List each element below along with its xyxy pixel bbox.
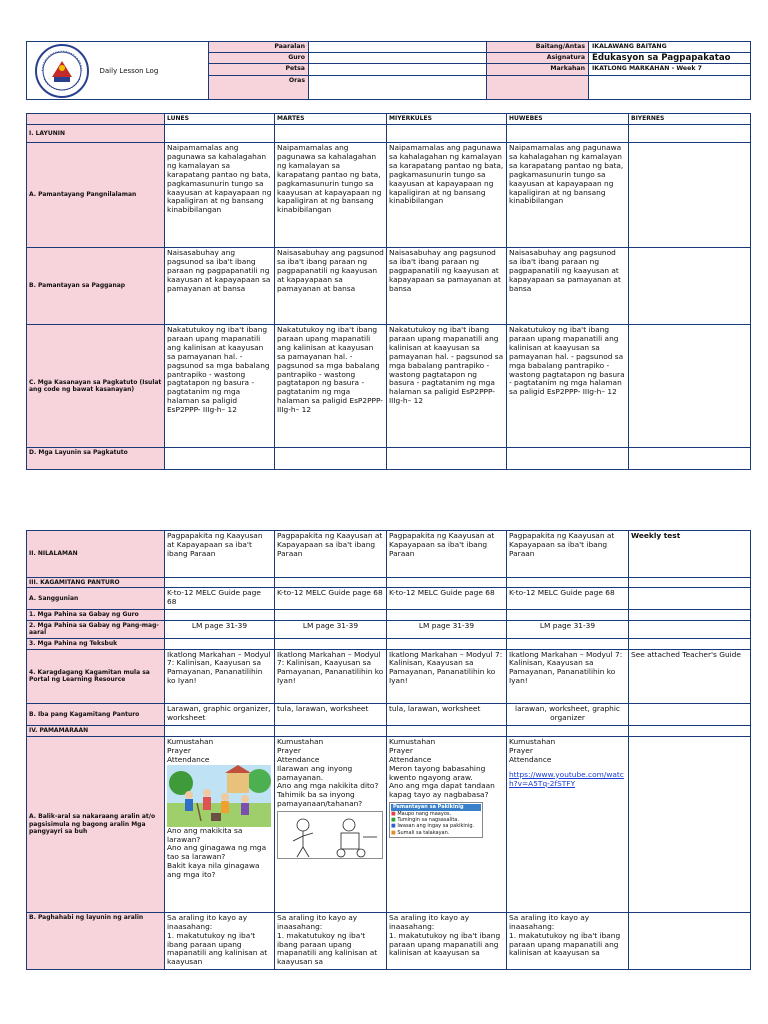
listening-rules-poster xyxy=(389,802,483,838)
table-cell: Nakatutukoy ng iba't ibang paraan upang mapanatili ang kalinisan at kaayusan sa pamayanan hal. - pagsunod sa mga babalang pantrapiko - wastong pagtatapon ng basura - pagtatanim ng mga halaman sa paligid EsP2PPP- IIIg-h– 12 xyxy=(507,325,629,448)
field-label: Petsa xyxy=(209,64,309,75)
table-cell: Sa araling ito kayo ay inaasahang: 1. makatutukoy ng iba't ibang paraan upang mapanatili ang kalinisan at kaayusan sa xyxy=(275,912,387,969)
day-header-huwebes: HUWEBES xyxy=(507,114,629,125)
table-cell xyxy=(387,577,507,588)
table-cell xyxy=(507,577,629,588)
row-label-layunin: I. LAYUNIN xyxy=(27,125,165,143)
field-label: Baitang/Antas xyxy=(487,42,589,53)
day-header-martes: MARTES xyxy=(275,114,387,125)
table-cell xyxy=(275,639,387,650)
community-cleanup-illustration xyxy=(167,765,271,827)
table-cell xyxy=(629,248,751,325)
row-label-pamamaraan: IV. PAMAMARAAN xyxy=(27,726,165,737)
row-label-pamantayang-pangnilalaman: A. Pamantayang Pangnilalaman xyxy=(27,143,165,248)
table-cell xyxy=(387,610,507,621)
procedures-table xyxy=(26,530,751,970)
table-cell xyxy=(165,577,275,588)
table-cell-balik-aral-martes xyxy=(275,736,387,912)
empty-label xyxy=(487,75,589,99)
table-cell: Ikatlong Markahan – Modyul 7: Kalinisan, Kaayusan sa Pamayanan, Pananatilihin ko Iyan! xyxy=(387,649,507,704)
table-cell: Naipamamalas ang pagunawa sa kahalagahan ng kamalayan sa karapatang pantao ng bata, pagkamasunurin tungo sa kaayusan at kapayapaan ng kapaligiran at ng bansang kinabibilangan xyxy=(275,143,387,248)
table-cell: larawan, worksheet, graphic organizer xyxy=(507,704,629,726)
row-label-teksbuk: 3. Mga Pahina ng Teksbuk xyxy=(27,639,165,650)
day-header-miyerkules: MIYERKULES xyxy=(387,114,507,125)
field-label: Oras xyxy=(209,75,309,99)
table-cell: Naisasabuhay ang pagsunod sa iba't ibang paraan ng pagpapanatili ng kaayusan at kapayapaan sa pamayanan at bansa xyxy=(507,248,629,325)
row-label-kasanayan-sa-pagkatuto: C. Mga Kasanayan sa Pagkatuto (Isulat ang code ng bawat kasanayan) xyxy=(27,325,165,448)
table-cell xyxy=(507,639,629,650)
table-cell: Naisasabuhay ang pagsunod sa iba't ibang paraan ng pagpapanatili ng kaayusan at kapayapaan sa pamayanan at bansa xyxy=(165,248,275,325)
table-cell: Ikatlong Markahan – Modyul 7: Kalinisan, Kaayusan sa Pamayanan, Pananatilihin ko Iyan! xyxy=(165,649,275,704)
row-label-learning-resource: 4. Karagdagang Kagamitan mula sa Portal ng Learning Resource xyxy=(27,649,165,704)
table-cell: Naipamamalas ang pagunawa sa kahalagahan ng kamalayan sa karapatang pantao ng bata, pagkamasunurin tungo sa kaayusan at kapayapaan ng kapaligiran at ng bansang kinabibilangan xyxy=(165,143,275,248)
poster-title: Pamantayan sa Pakikinig xyxy=(391,804,481,810)
field-label: Asignatura xyxy=(487,53,589,64)
row-label-pamantayan-sa-pagganap: B. Pamantayan sa Pagganap xyxy=(27,248,165,325)
table-cell: Ikatlong Markahan – Modyul 7: Kalinisan, Kaayusan sa Pamayanan, Pananatilihin ko Iyan! xyxy=(275,649,387,704)
table-cell: LM page 31-39 xyxy=(275,620,387,638)
table-cell: K-to-12 MELC Guide page 68 xyxy=(165,588,275,610)
row-label-layunin-sa-pagkatuto: D. Mga Layunin sa Pagkatuto xyxy=(27,448,165,470)
deped-seal-cell xyxy=(27,42,97,100)
table-cell xyxy=(387,639,507,650)
table-cell xyxy=(629,610,751,621)
row-label-iba-pang-kagamitan: B. Iba pang Kagamitang Panturo xyxy=(27,704,165,726)
deped-seal-icon xyxy=(30,43,94,99)
table-cell: K-to-12 MELC Guide page 68 xyxy=(387,588,507,610)
header-table xyxy=(26,41,751,100)
poster-item: ■ Maupo nang maayos. xyxy=(391,810,452,817)
table-cell xyxy=(629,588,751,610)
objectives-table xyxy=(26,113,751,470)
table-cell xyxy=(275,726,387,737)
table-cell xyxy=(165,125,275,143)
poster-item: ■ Iwasan ang ingay sa pakikinig. xyxy=(391,823,475,830)
row-label-gabay-ng-mag-aaral: 2. Mga Pahina sa Gabay ng Pang-mag-aaral xyxy=(27,620,165,638)
table-cell-balik-aral-huwebes xyxy=(507,736,629,912)
table-cell xyxy=(629,448,751,470)
cell-text: Kumustahan Prayer Attendance xyxy=(167,736,214,764)
table-cell: Pagpapakita ng Kaayusan at Kapayapaan sa iba't ibang Paraan xyxy=(387,531,507,578)
table-cell xyxy=(275,610,387,621)
table-cell: LM page 31-39 xyxy=(387,620,507,638)
table-cell: Nakatutukoy ng iba't ibang paraan upang mapanatili ang kalinisan at kaayusan sa pamayanan hal. - pagsunod sa mga babalang pantrapiko - wastong pagtatapon ng basura - pagtatanim ng mga halaman sa paligid EsP2PPP- IIIg-h– 12 xyxy=(275,325,387,448)
table-cell: Naisasabuhay ang pagsunod sa iba't ibang paraan ng pagpapanatili ng kaayusan at kapayapaan sa pamayanan at bansa xyxy=(387,248,507,325)
table-cell xyxy=(387,726,507,737)
table-cell-balik-aral-lunes xyxy=(165,736,275,912)
bullet-icon: ■ xyxy=(391,810,398,817)
table-cell xyxy=(507,448,629,470)
table-cell xyxy=(165,610,275,621)
table-cell xyxy=(629,736,751,912)
table-cell xyxy=(629,143,751,248)
row-label-gabay-ng-guro: 1. Mga Pahina sa Gabay ng Guro xyxy=(27,610,165,621)
corner-cell xyxy=(27,114,165,125)
table-cell: Pagpapakita ng Kaayusan at Kapayapaan sa iba't ibang Paraan xyxy=(275,531,387,578)
row-label-nilalaman: II. NILALAMAN xyxy=(27,531,165,578)
field-label: Paaralan xyxy=(209,42,309,53)
table-cell: Naipamamalas ang pagunawa sa kahalagahan ng kamalayan sa karapatang pantao ng bata, pagkamasunurin tungo sa kaayusan at kapayapaan ng kapaligiran at ng bansang kinabibilangan xyxy=(507,143,629,248)
table-cell xyxy=(387,125,507,143)
table-cell xyxy=(629,704,751,726)
table-cell xyxy=(387,448,507,470)
table-cell xyxy=(507,726,629,737)
sketch-illustration xyxy=(277,811,383,859)
cell-text: Kumustahan Prayer Attendance Meron tayong babasahing kwento ngayong araw. Ano ang mga dapat tandaan kapag tayo ay nagbabasa? xyxy=(389,736,495,800)
field-label: Markahan xyxy=(487,64,589,75)
cell-text: Ano ang makikita sa larawan? Ano ang ginagawa ng mga tao sa larawan? Bakit kaya nila ginagawa ang mga ito? xyxy=(167,825,267,880)
bullet-icon: ■ xyxy=(391,829,398,836)
teacher-field[interactable] xyxy=(309,53,487,64)
table-cell: tula, larawan, worksheet xyxy=(387,704,507,726)
table-cell: Pagpapakita ng Kaayusan at Kapayapaan sa iba't ibang Paraan xyxy=(165,531,275,578)
table-cell: tula, larawan, worksheet xyxy=(275,704,387,726)
poster-item: ■ Sumali sa talakayan. xyxy=(391,829,450,836)
page-title: Daily Lesson Log xyxy=(97,42,209,100)
row-label-sanggunian: A. Sanggunian xyxy=(27,588,165,610)
table-cell xyxy=(275,125,387,143)
table-cell: Nakatutukoy ng iba't ibang paraan upang mapanatili ang kalinisan at kaayusan sa pamayanan hal. - pagsunod sa mga babalang pantrapiko - wastong pagtatapon ng basura - pagtatanim ng mga halaman sa paligid EsP2PPP- IIIg-h– 12 xyxy=(387,325,507,448)
table-cell xyxy=(629,325,751,448)
table-cell xyxy=(165,448,275,470)
youtube-video-link[interactable]: https://www.youtube.com/watch?v=A5Tq-2fSTFY xyxy=(509,769,624,788)
bullet-icon: ■ xyxy=(391,823,398,830)
cell-text: Kumustahan Prayer Attendance Ilarawan ang inyong pamayanan. Ano ang mga nakikita dito? Tahimik ba sa inyong pamayanaan/tahanan? xyxy=(277,736,379,809)
day-header-lunes: LUNES xyxy=(165,114,275,125)
bullet-icon: ■ xyxy=(391,817,398,824)
table-cell: K-to-12 MELC Guide page 68 xyxy=(507,588,629,610)
table-cell xyxy=(165,726,275,737)
table-cell: Naisasabuhay ang pagsunod sa iba't ibang paraan ng pagpapanatili ng kaayusan at kapayapaan sa pamayanan at bansa xyxy=(275,248,387,325)
table-cell: Weekly test xyxy=(629,531,751,578)
day-header-biyernes: BIYERNES xyxy=(629,114,751,125)
quarter-value: IKATLONG MARKAHAN - Week 7 xyxy=(589,64,751,75)
field-label: Guro xyxy=(209,53,309,64)
table-cell xyxy=(275,577,387,588)
row-label-paghahabi: B. Paghahabi ng layunin ng aralin xyxy=(27,912,165,969)
table-cell xyxy=(275,448,387,470)
table-cell: Naipamamalas ang pagunawa sa kahalagahan ng kamalayan sa karapatang pantao ng bata, pagkamasunurin tungo sa kaayusan at kapayapaan ng kapaligiran at ng bansang kinabibilangan xyxy=(387,143,507,248)
table-cell: Nakatutukoy ng iba't ibang paraan upang mapanatili ang kalinisan at kaayusan sa pamayanan hal. - pagsunod sa mga babalang pantrapiko - wastong pagtatapon ng basura - pagtatanim ng mga halaman sa paligid EsP2PPP- IIIg-h– 12 xyxy=(165,325,275,448)
poster-item: ■ Tumingin sa nagsasalita. xyxy=(391,817,459,824)
table-cell xyxy=(507,125,629,143)
table-cell xyxy=(629,726,751,737)
table-cell: Sa araling ito kayo ay inaasahang: 1. makatutukoy ng iba't ibang paraan upang mapanatili ang kalinisan at kaayusan xyxy=(165,912,275,969)
subject-value: Edukasyon sa Pagpapakatao xyxy=(589,53,751,64)
row-label-balik-aral: A. Balik-aral sa nakaraang aralin at/o pagsisimula ng bagong aralin Mga pangyayri sa buh xyxy=(27,736,165,912)
table-cell: Larawan, graphic organizer, worksheet xyxy=(165,704,275,726)
table-cell: Ikatlong Markahan – Modyul 7: Kalinisan, Kaayusan sa Pamayanan, Pananatilihin ko Iyan! xyxy=(507,649,629,704)
table-cell: Sa araling ito kayo ay inaasahang: 1. makatutukoy ng iba't ibang paraan upang mapanatili ang kalinisan at kaayusan sa xyxy=(507,912,629,969)
date-field[interactable] xyxy=(309,64,487,75)
school-field[interactable] xyxy=(309,42,487,53)
table-cell xyxy=(507,610,629,621)
table-cell: See attached Teacher's Guide xyxy=(629,649,751,704)
time-field[interactable] xyxy=(309,75,487,99)
table-cell: LM page 31-39 xyxy=(165,620,275,638)
empty-value xyxy=(589,75,751,99)
row-label-kagamitang-panturo: III. KAGAMITANG PANTURO xyxy=(27,577,165,588)
table-cell xyxy=(629,620,751,638)
table-cell: K-to-12 MELC Guide page 68 xyxy=(275,588,387,610)
cell-text: Kumustahan Prayer Attendance xyxy=(509,736,556,764)
grade-level-value: IKALAWANG BAITANG xyxy=(589,42,751,53)
table-cell xyxy=(629,639,751,650)
table-cell xyxy=(629,125,751,143)
table-cell xyxy=(629,577,751,588)
table-cell: Pagpapakita ng Kaayusan at Kapayapaan sa iba't ibang Paraan xyxy=(507,531,629,578)
table-cell xyxy=(165,639,275,650)
table-cell xyxy=(629,912,751,969)
table-cell-balik-aral-miyerkules xyxy=(387,736,507,912)
table-cell: LM page 31-39 xyxy=(507,620,629,638)
table-cell: Sa araling ito kayo ay inaasahang: 1. makatutukoy ng iba't ibang paraan upang mapanatili ang kalinisan at kaayusan sa xyxy=(387,912,507,969)
